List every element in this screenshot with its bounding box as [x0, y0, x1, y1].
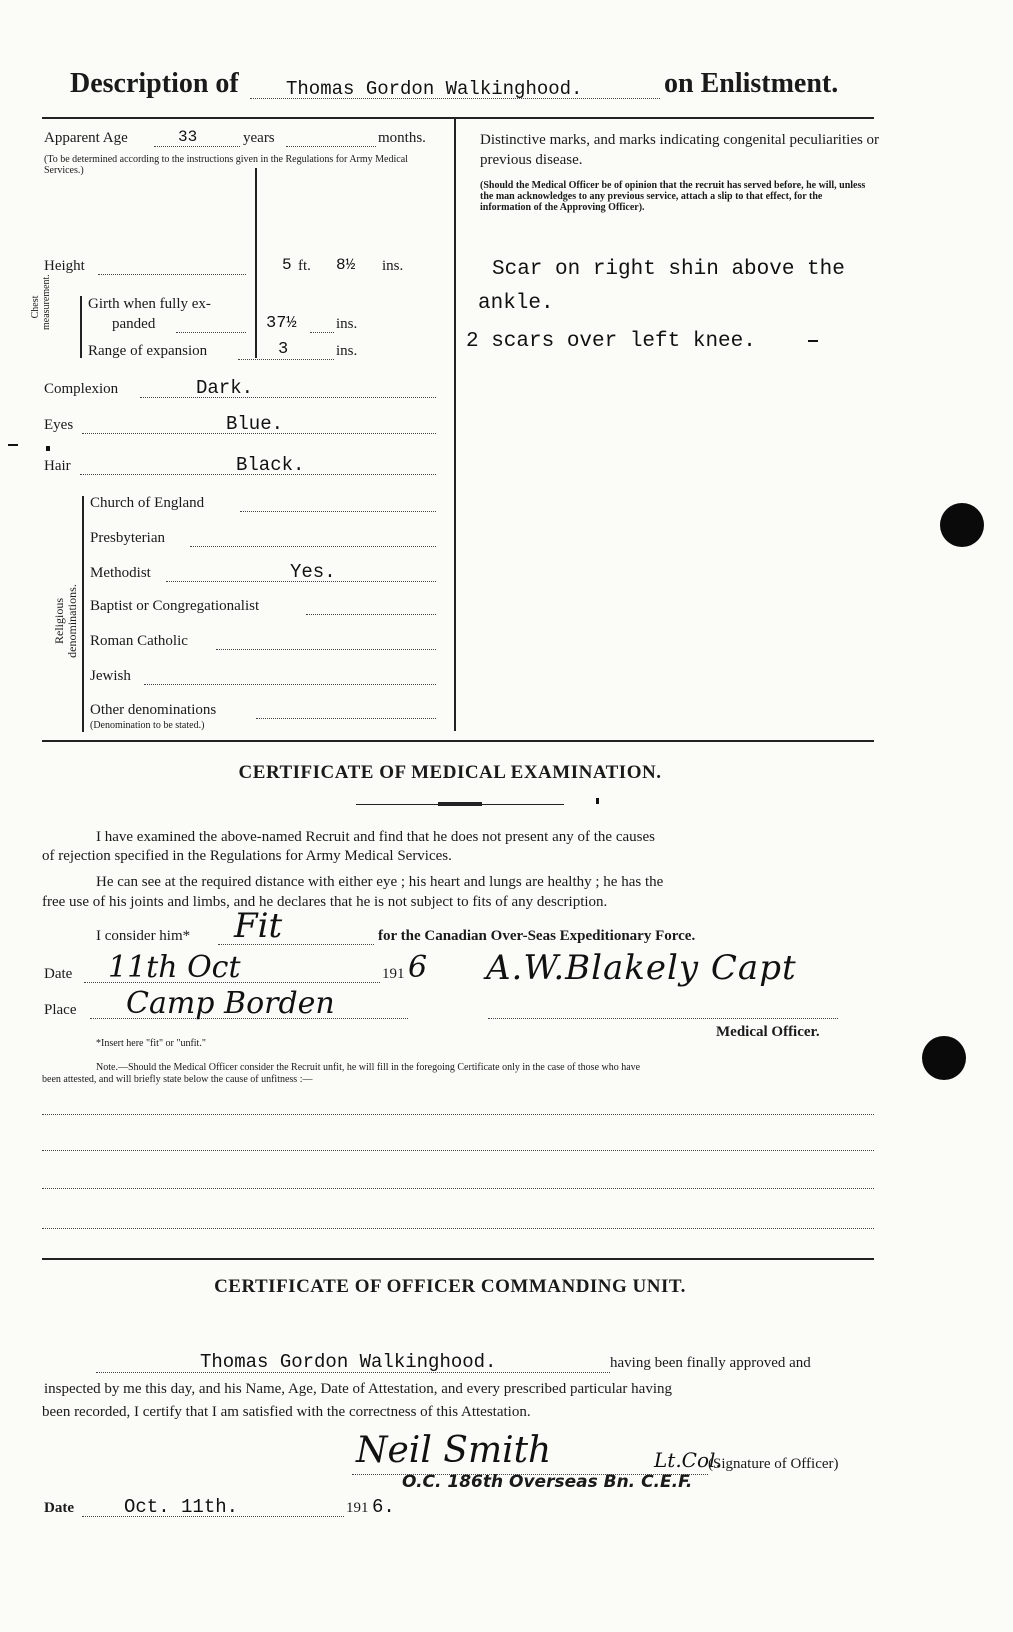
- medical-p1-line2: of rejection specified in the Regulations for Army Medical Services.: [42, 848, 452, 864]
- chest-range-dots: [238, 359, 334, 360]
- medical-place-value: Camp Borden: [126, 986, 335, 1021]
- height-inches: 8½: [336, 256, 356, 274]
- medical-force-label: for the Canadian Over-Seas Expeditionary Force.: [378, 928, 696, 944]
- chest-girth-label-2: panded: [112, 316, 156, 332]
- age-label: Apparent Age: [44, 130, 128, 146]
- religion-other-dots: [256, 718, 436, 719]
- hair-value: Black.: [236, 454, 305, 476]
- commanding-stamp: O.C. 186th Overseas Bn. C.E.F.: [402, 1472, 693, 1492]
- commanding-rank: Lt.Col.: [654, 1448, 722, 1472]
- distinctive-title: Distinctive marks, and marks indicating congenital peculiarities or previous disease.: [480, 132, 880, 168]
- section-rule-2: [42, 1258, 874, 1260]
- age-note: (To be determined according to the instructions given in the Regulations for Army Medical Services.): [44, 154, 408, 176]
- age-value: 33: [178, 128, 198, 146]
- religion-jewish: Jewish: [90, 668, 131, 684]
- inner-divider: [255, 168, 257, 358]
- ink-speck: [808, 340, 818, 342]
- distinctive-line-3: 2 scars over left knee.: [466, 330, 756, 353]
- column-divider: [454, 119, 456, 731]
- commanding-date-value: Oct. 11th.: [124, 1496, 239, 1518]
- height-feet: 5: [282, 256, 292, 274]
- commanding-recruit-name: Thomas Gordon Walkinghood.: [200, 1351, 497, 1373]
- age-months-label: months.: [378, 130, 426, 146]
- height-label: Height: [44, 258, 85, 274]
- hair-label: Hair: [44, 458, 71, 474]
- medical-signature: A.W.Blakely Capt: [486, 948, 797, 988]
- medical-insert-note: *Insert here "fit" or "unfit.": [96, 1038, 206, 1049]
- medical-title: CERTIFICATE OF MEDICAL EXAMINATION.: [238, 762, 662, 783]
- religion-side-label: Religious denominations.: [52, 584, 79, 658]
- medical-unfit-line-2: [42, 1150, 874, 1151]
- religion-bracket: [82, 496, 84, 732]
- ink-speck: [46, 446, 50, 451]
- religion-other: Other denominations: [90, 702, 217, 718]
- punch-hole-bottom: [922, 1036, 966, 1080]
- medical-unfit-line-4: [42, 1228, 874, 1229]
- distinctive-note: (Should the Medical Officer be of opinion that the recruit has served before, he will, unless the man acknowledges to any previous service, attach a slip to that effect, for the information of the Approving Officer).: [480, 180, 866, 213]
- chest-girth-dots: [176, 332, 246, 333]
- religion-rc-dots: [216, 649, 436, 650]
- religion-baptist-dots: [306, 614, 436, 615]
- medical-unfit-line-1: [42, 1114, 874, 1115]
- commanding-line2: inspected by me this day, and his Name, Age, Date of Attestation, and every prescribed particular having: [44, 1381, 673, 1397]
- chest-side-label: Chest measurement.: [30, 274, 52, 330]
- commanding-line1-tail: having been finally approved and: [610, 1355, 811, 1371]
- height-ft-label: ft.: [298, 258, 311, 274]
- complexion-label: Complexion: [44, 381, 119, 397]
- chest-girth-dots-2: [310, 332, 334, 333]
- chest-range-unit: ins.: [336, 343, 358, 359]
- medical-date-label: Date: [44, 966, 73, 982]
- medical-date-value: 11th Oct: [108, 950, 241, 985]
- medical-note-line2: been attested, and will briefly state below the cause of unfitness :—: [42, 1074, 313, 1085]
- height-dots: [98, 274, 246, 275]
- section-rule-1: [42, 740, 874, 742]
- commanding-signature: Neil Smith: [356, 1430, 552, 1471]
- chest-range-value: 3: [278, 340, 289, 359]
- religion-jewish-dots: [144, 684, 436, 685]
- medical-title-rule-thick: [438, 802, 482, 806]
- eyes-value: Blue.: [226, 413, 284, 435]
- commanding-line3: been recorded, I certify that I am satisfied with the correctness of this Attestation.: [42, 1404, 531, 1420]
- height-ins-label: ins.: [382, 258, 404, 274]
- commanding-signature-label: (Signature of Officer): [708, 1456, 839, 1472]
- religion-church-of-england: Church of England: [90, 495, 205, 511]
- eyes-label: Eyes: [44, 417, 74, 433]
- chest-girth-value: 37½: [266, 314, 297, 333]
- chest-range-label: Range of expansion: [88, 343, 208, 359]
- commanding-year-prefix: 191: [346, 1500, 369, 1516]
- medical-consider-label: I consider him*: [96, 928, 191, 944]
- medical-year-prefix: 191: [382, 966, 405, 982]
- religion-presbyterian: Presbyterian: [90, 530, 165, 546]
- header-suffix: on Enlistment.: [664, 68, 839, 99]
- medical-place-label: Place: [44, 1002, 77, 1018]
- complexion-dots: [140, 397, 436, 398]
- religion-baptist: Baptist or Congregationalist: [90, 598, 260, 614]
- complexion-value: Dark.: [196, 377, 254, 399]
- chest-girth-label-1: Girth when fully ex-: [88, 296, 211, 312]
- punch-hole-top: [940, 503, 984, 547]
- medical-p1-line1: I have examined the above-named Recruit and find that he does not present any of the causes: [96, 829, 655, 845]
- age-years-label: years: [243, 130, 275, 146]
- religion-methodist: Methodist: [90, 565, 151, 581]
- religion-presb-dots: [190, 546, 436, 547]
- distinctive-line-2: ankle.: [478, 292, 554, 315]
- medical-p2-line1: He can see at the required distance with either eye ; his heart and lungs are healthy ; he has the: [96, 874, 664, 890]
- header-rule: [42, 117, 874, 119]
- header-recruit-name: Thomas Gordon Walkinghood.: [286, 78, 583, 100]
- religion-other-note: (Denomination to be stated.): [90, 720, 205, 731]
- religion-methodist-value: Yes.: [290, 561, 336, 583]
- age-months-dots: [286, 146, 376, 147]
- commanding-title: CERTIFICATE OF OFFICER COMMANDING UNIT.: [214, 1276, 686, 1297]
- medical-consider-value: Fit: [234, 906, 283, 946]
- religion-coe-dots: [240, 511, 436, 512]
- chest-bracket: [80, 296, 82, 358]
- medical-note-line1: Note.—Should the Medical Officer consider the Recruit unfit, he will fill in the foregoing Certificate only in the case of those who have: [96, 1062, 641, 1073]
- medical-p2-line2: free use of his joints and limbs, and he declares that he is not subject to fits of any description.: [42, 894, 608, 910]
- age-dots: [154, 146, 240, 147]
- commanding-year-suffix: 6.: [372, 1496, 395, 1518]
- medical-officer-label: Medical Officer.: [716, 1024, 820, 1040]
- commanding-date-label: Date: [44, 1500, 74, 1516]
- medical-officer-dots: [488, 1018, 838, 1019]
- religion-roman-catholic: Roman Catholic: [90, 633, 188, 649]
- ink-speck: [8, 444, 18, 446]
- medical-unfit-line-3: [42, 1188, 874, 1189]
- header-prefix: Description of: [70, 68, 239, 99]
- distinctive-line-1: Scar on right shin above the: [492, 258, 845, 281]
- chest-girth-unit: ins.: [336, 316, 358, 332]
- ink-speck: [596, 798, 599, 804]
- medical-year-suffix: 6: [408, 950, 428, 985]
